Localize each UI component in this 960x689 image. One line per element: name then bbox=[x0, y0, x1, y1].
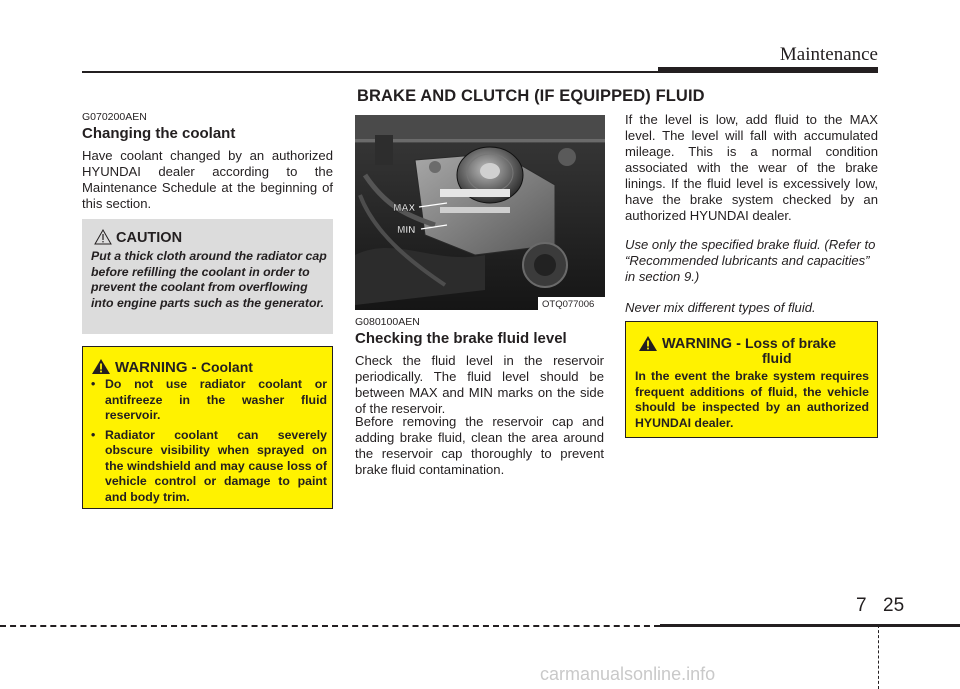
warning-coolant-list bbox=[91, 377, 327, 509]
footer-rule-thick bbox=[660, 624, 960, 627]
warning-coolant-item: • Radiator coolant can severely obscure visibility when sprayed on the windshield and may cause loss of vehicle control or damage to paint and body trim. bbox=[91, 428, 327, 506]
caution-box bbox=[82, 219, 333, 334]
footer-divider bbox=[878, 625, 879, 689]
photo-code: OTQ077006 bbox=[542, 299, 595, 310]
warning-coolant-suffix: Coolant bbox=[200, 359, 253, 375]
warning-brake-suffix: Loss of brake bbox=[744, 335, 836, 351]
warning-brake-title bbox=[662, 335, 836, 352]
chapter-number: 7 bbox=[856, 595, 867, 616]
warning-brake-prefix: WARNING - bbox=[662, 336, 745, 352]
page-number: 25 bbox=[883, 595, 905, 616]
brake-para1: Check the fluid level in the reservoir periodically. The fluid level should be between MAX and MIN marks on the side of the reservoir. bbox=[355, 353, 604, 416]
coolant-body: Have coolant changed by an authorized HYUNDAI dealer according to the Maintenance Schedule at the beginning of this section. bbox=[82, 148, 333, 211]
right-italic2: Never mix different types of fluid. bbox=[625, 300, 816, 315]
photo-min-label: MIN bbox=[397, 225, 416, 236]
photo-max-label: MAX bbox=[393, 203, 416, 214]
brake-heading: Checking the brake fluid level bbox=[355, 330, 567, 347]
warning-coolant-box bbox=[82, 346, 333, 509]
right-italic1: Use only the specified brake fluid. (Refer to “Recommended lubricants and capacities” in section 9.) bbox=[625, 237, 876, 284]
coolant-code: G070200AEN bbox=[82, 111, 147, 123]
warning-brake-box bbox=[625, 321, 878, 438]
section-name: Maintenance bbox=[779, 44, 878, 65]
right-para1: If the level is low, add fluid to the MAX level. The level will fall with accumulated mileage. This is a normal condition associated with the wear of the brake linings. If the fluid level is excessively low, have the brake system checked by an authorized HYUNDAI dealer. bbox=[625, 112, 878, 223]
warning-brake-title-line2: fluid bbox=[762, 350, 792, 366]
header-rule bbox=[82, 71, 658, 73]
caution-triangle-icon bbox=[94, 229, 112, 245]
warning-triangle-icon bbox=[91, 358, 111, 375]
header-rule-thick bbox=[658, 67, 878, 73]
brake-para2: Before removing the reservoir cap and adding brake fluid, clean the area around the reservoir cap thoroughly to prevent brake fluid contamination. bbox=[355, 414, 604, 477]
warning-coolant-item: • Do not use radiator coolant or antifreeze in the washer fluid reservoir. bbox=[91, 377, 327, 424]
warning-coolant-prefix: WARNING - bbox=[115, 359, 201, 376]
footer-rule bbox=[0, 625, 660, 627]
chapter-title: BRAKE AND CLUTCH (IF EQUIPPED) FLUID bbox=[357, 87, 705, 105]
coolant-heading: Changing the coolant bbox=[82, 125, 236, 142]
warning-coolant-title bbox=[115, 359, 253, 376]
warning-brake-text: In the event the brake system requires frequent additions of fluid, the vehicle should be inspected by an authorized HYUNDAI dealer. bbox=[635, 369, 869, 430]
brake-code: G080100AEN bbox=[355, 316, 420, 328]
brake-reservoir-photo bbox=[355, 115, 605, 310]
warning-triangle-icon bbox=[638, 335, 658, 352]
caution-title: CAUTION bbox=[116, 230, 183, 246]
watermark: carmanualsonline.info bbox=[540, 664, 716, 684]
caution-text: Put a thick cloth around the radiator cap before refilling the coolant in order to prevent the coolant from overflowing into engine parts such as the generator. bbox=[91, 249, 327, 310]
